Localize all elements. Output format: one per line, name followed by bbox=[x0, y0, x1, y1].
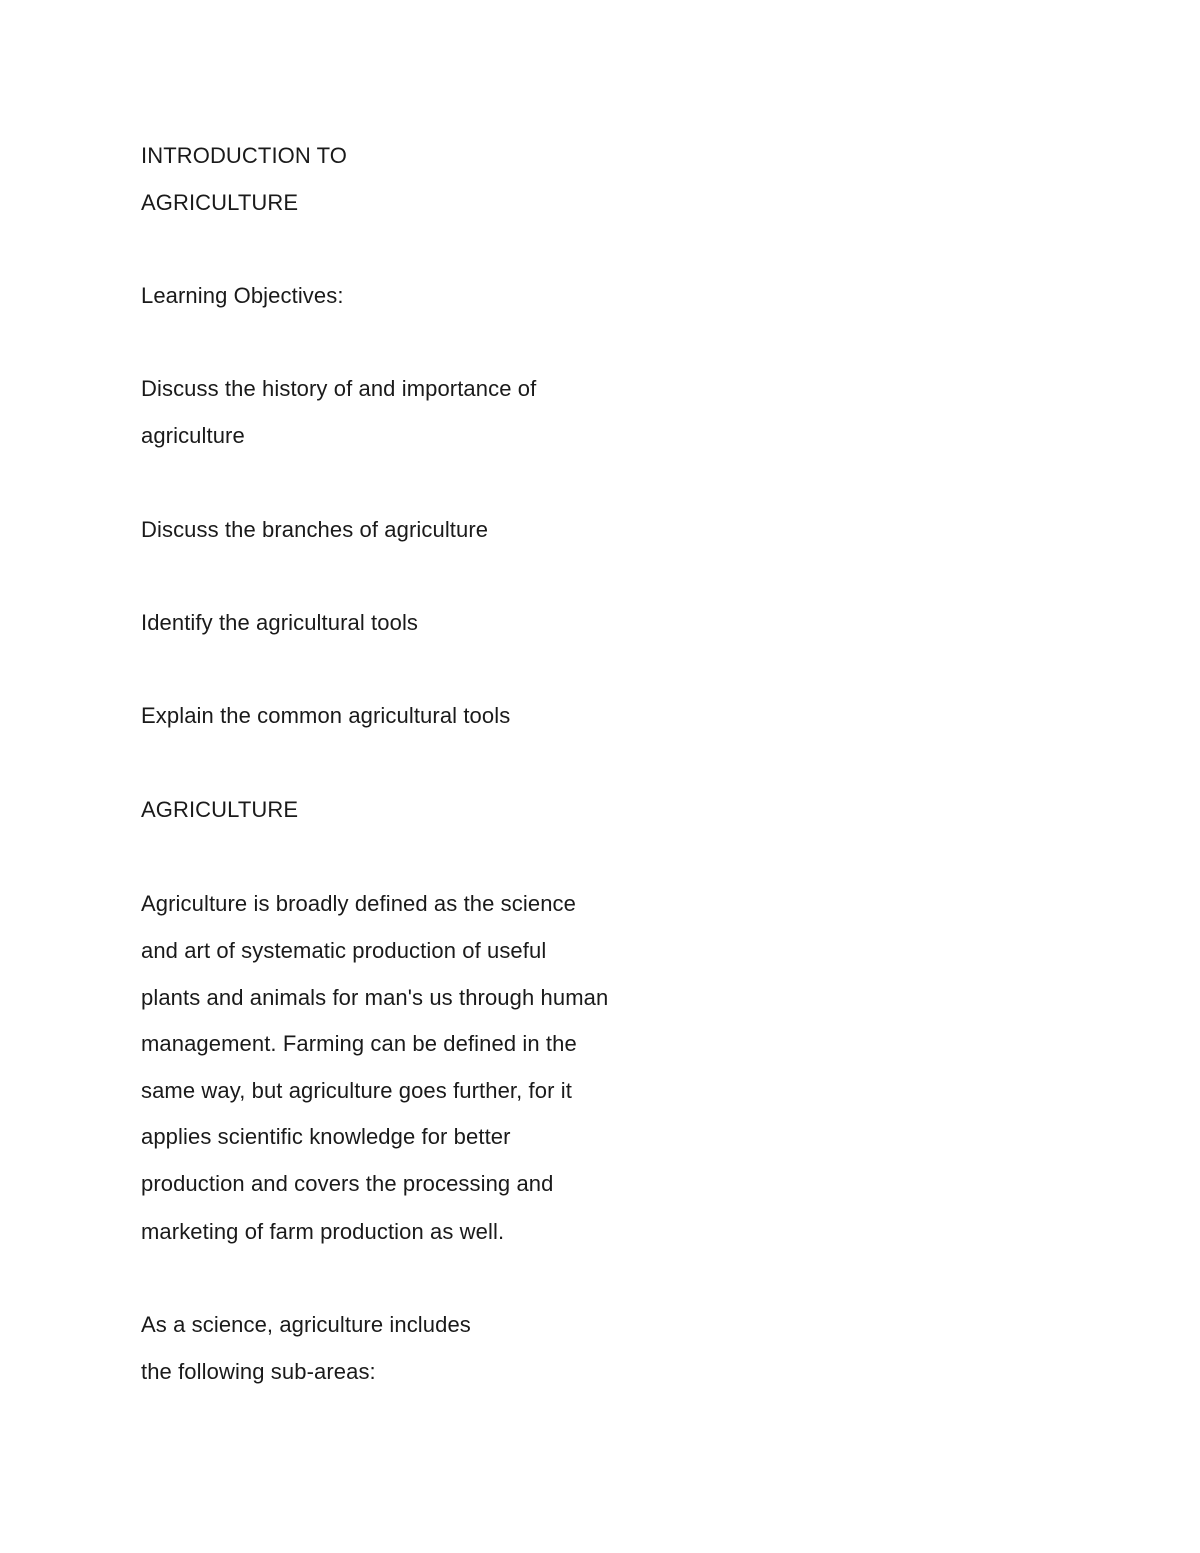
objective-1-line-1: Discuss the history of and importance of bbox=[141, 376, 537, 401]
paragraph-1-line-4: management. Farming can be defined in the bbox=[141, 1031, 577, 1056]
paragraph-1-line-8: marketing of farm production as well. bbox=[141, 1219, 505, 1244]
objective-1-line-2: agriculture bbox=[141, 423, 245, 448]
paragraph-2-line-2: the following sub-areas: bbox=[141, 1359, 376, 1384]
paragraph-1-line-5: same way, but agriculture goes further, for it bbox=[141, 1078, 572, 1103]
paragraph-1-line-3: plants and animals for man's us through human bbox=[141, 985, 609, 1010]
objective-2: Discuss the branches of agriculture bbox=[141, 517, 489, 542]
paragraph-1-line-6: applies scientific knowledge for better bbox=[141, 1124, 511, 1149]
paragraph-1-line-2: and art of systematic production of useful bbox=[141, 938, 547, 963]
objective-3: Identify the agricultural tools bbox=[141, 610, 419, 635]
document-title-line-2: AGRICULTURE bbox=[141, 190, 299, 215]
paragraph-1-line-1: Agriculture is broadly defined as the science bbox=[141, 891, 576, 916]
paragraph-2-line-1: As a science, agriculture includes bbox=[141, 1312, 471, 1337]
objectives-heading: Learning Objectives: bbox=[141, 283, 344, 308]
paragraph-1-line-7: production and covers the processing and bbox=[141, 1171, 554, 1196]
section-heading: AGRICULTURE bbox=[141, 797, 299, 822]
document-title-line-1: INTRODUCTION TO bbox=[141, 143, 348, 168]
objective-4: Explain the common agricultural tools bbox=[141, 703, 511, 728]
